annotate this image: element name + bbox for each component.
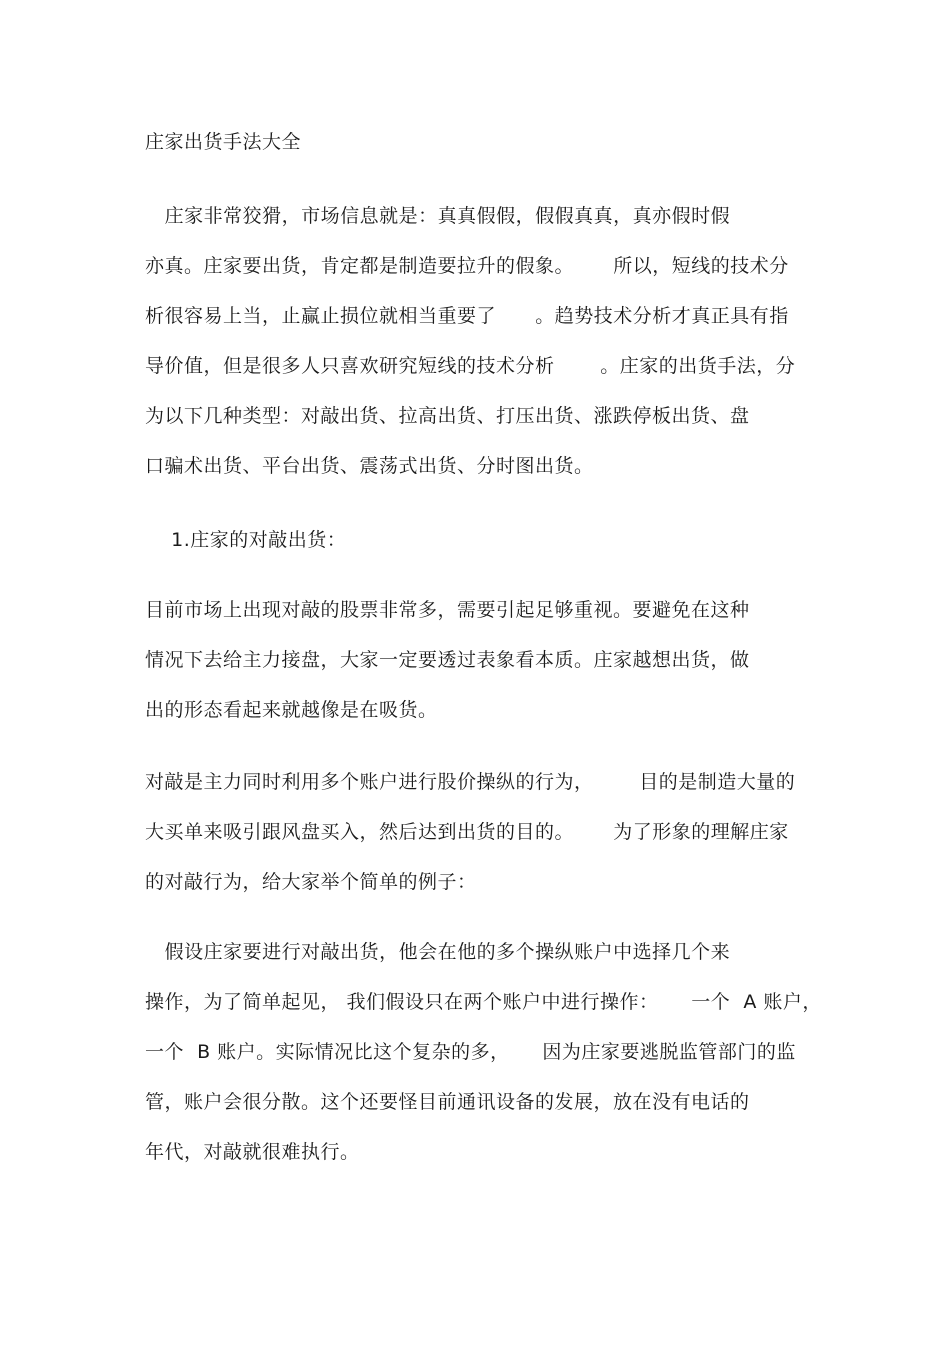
paragraph-line: 大买单来吸引跟风盘买入，然后达到出货的目的。 为了形象的理解庄家 [145, 821, 789, 843]
paragraph-line: 亦真。庄家要出货，肯定都是制造要拉升的假象。 所以，短线的技术分 [145, 255, 789, 277]
paragraph-line: 导价值，但是很多人只喜欢研究短线的技术分析 。庄家的出货手法，分 [145, 355, 796, 377]
paragraph-line: 管，账户会很分散。这个还要怪目前通讯设备的发展，放在没有电话的 [145, 1091, 750, 1113]
paragraph-line: 出的形态看起来就越像是在吸货。 [145, 699, 438, 721]
paragraph-line: 一个 B 账户。实际情况比这个复杂的多， 因为庄家要逃脱监管部门的监 [145, 1041, 796, 1063]
section-heading: 1.庄家的对敲出货： [145, 529, 347, 551]
paragraph-line: 庄家非常狡猾，市场信息就是：真真假假，假假真真，真亦假时假 [145, 205, 731, 227]
paragraph-line: 年代，对敲就很难执行。 [145, 1141, 360, 1163]
paragraph-line: 假设庄家要进行对敲出货，他会在他的多个操纵账户中选择几个来 [145, 941, 731, 963]
paragraph-line: 析很容易上当，止赢止损位就相当重要了 。趋势技术分析才真正具有指 [145, 305, 789, 327]
paragraph-line: 情况下去给主力接盘，大家一定要透过表象看本质。庄家越想出货，做 [145, 649, 750, 671]
document-title: 庄家出货手法大全 [145, 131, 302, 153]
paragraph-line: 的对敲行为，给大家举个简单的例子： [145, 871, 477, 893]
paragraph-line: 操作，为了简单起见， 我们假设只在两个账户中进行操作： 一个 A 账户， [145, 991, 822, 1013]
paragraph-line: 口骗术出货、平台出货、震荡式出货、分时图出货。 [145, 455, 594, 477]
paragraph-line: 目前市场上出现对敲的股票非常多，需要引起足够重视。要避免在这种 [145, 599, 750, 621]
paragraph-line: 对敲是主力同时利用多个账户进行股价操纵的行为， 目的是制造大量的 [145, 771, 796, 793]
paragraph-line: 为以下几种类型：对敲出货、拉高出货、打压出货、涨跌停板出货、盘 [145, 405, 750, 427]
